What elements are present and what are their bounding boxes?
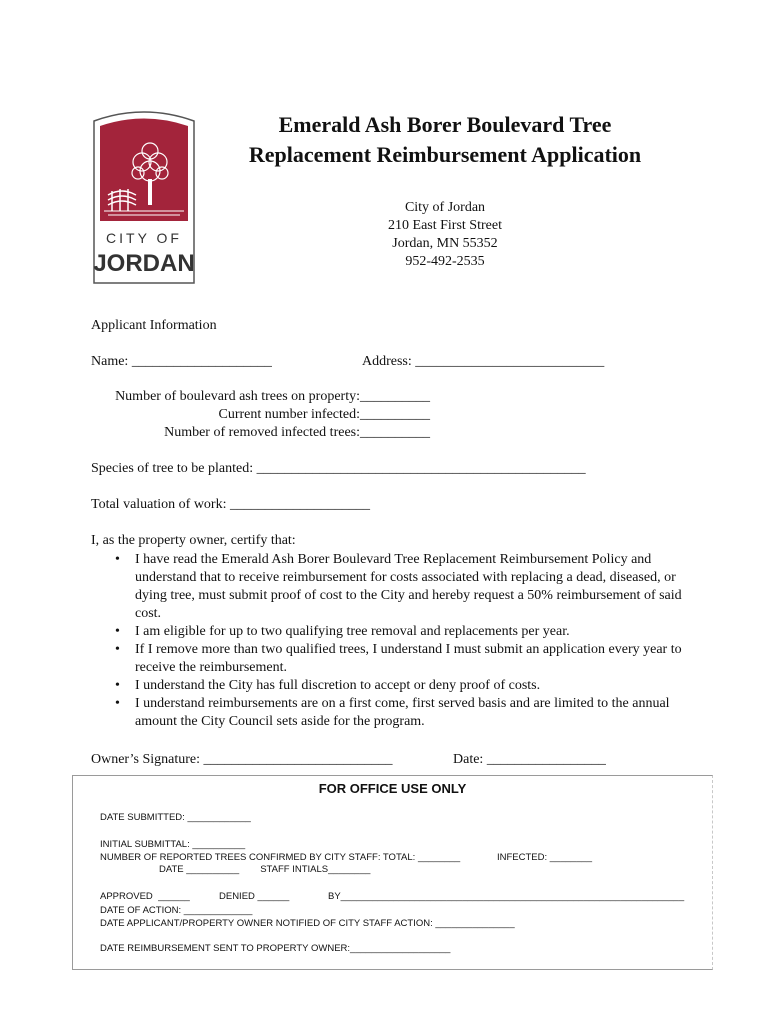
certify-item: • I have read the Emerald Ash Borer Boulevard Tree Replacement Reimbursement Policy and understand that to receive reimbursement for costs associated with replacing a dead, diseased, or dying tree, must submit proof of cost to the City and hereby request a 50% reimbursement of said cost. [89,551,689,623]
city-of-jordan-logo [92,107,196,285]
certify-item: • If I remove more than two qualified trees, I understand I must submit an application every year to receive the reimbursement. [89,641,689,677]
trees-on-property-field[interactable]: Number of boulevard ash trees on property:__________ [115,389,430,404]
address-street: 210 East First Street [388,218,502,233]
denied-field[interactable]: DENIED ______ [219,891,290,902]
date-of-action-field[interactable]: DATE OF ACTION: _____________ [100,905,253,916]
valuation-field[interactable]: Total valuation of work: ____________________ [91,497,370,512]
document-title-line2: Replacement Reimbursement Application [248,142,642,167]
certify-intro: I, as the property owner, certify that: [91,533,296,548]
office-use-heading: FOR OFFICE USE ONLY [318,781,467,796]
certify-item: • I understand reimbursements are on a first come, first served basis and are limited to the annual amount the City Council sets aside for the program. [89,695,689,731]
name-field[interactable]: Name: ____________________ [91,354,272,369]
reported-trees-field[interactable]: NUMBER OF REPORTED TREES CONFIRMED BY CITY STAFF: TOTAL: ________ [100,852,461,863]
office-use-box [72,775,713,970]
date-submitted-field[interactable]: DATE SUBMITTED: ____________ [100,812,251,823]
signature-date-field[interactable]: Date: _________________ [453,752,606,767]
infected-field[interactable]: INFECTED: ________ [497,852,593,863]
removed-infected-field[interactable]: Number of removed infected trees:__________ [164,425,430,440]
certify-item: • I understand the City has full discretion to accept or deny proof of costs. [89,677,689,695]
reimbursement-sent-field[interactable]: DATE REIMBURSEMENT SENT TO PROPERTY OWNER:___________________ [100,943,451,954]
currently-infected-field[interactable]: Current number infected:__________ [218,407,430,422]
initial-submittal-field[interactable]: INITIAL SUBMITTAL: __________ [100,839,246,850]
address-citystate: Jordan, MN 55352 [392,236,498,251]
address-city: City of Jordan [404,200,486,215]
owner-signature-field[interactable]: Owner’s Signature: ___________________________ [91,752,393,767]
approved-field[interactable]: APPROVED ______ [100,891,190,902]
logo-graphic [92,107,196,285]
address-field[interactable]: Address: ___________________________ [362,354,605,369]
species-field[interactable]: Species of tree to be planted: _______________________________________________ [91,461,586,476]
logo-line1: CITY OF [106,230,182,246]
date-staff-initials-field[interactable]: DATE __________ STAFF INTIALS________ [159,864,371,875]
certify-item: • I am eligible for up to two qualifying tree removal and replacements per year. [89,623,689,641]
address-phone: 952-492-2535 [405,254,485,269]
applicant-heading: Applicant Information [91,318,217,333]
document-title-line1: Emerald Ash Borer Boulevard Tree [278,112,612,137]
certify-list [89,551,689,731]
by-field[interactable]: BY_________________________________________________________________ [328,891,685,902]
logo-line2: JORDAN [93,250,195,277]
date-notified-field[interactable]: DATE APPLICANT/PROPERTY OWNER NOTIFIED OF CITY STAFF ACTION: _______________ [100,918,515,929]
